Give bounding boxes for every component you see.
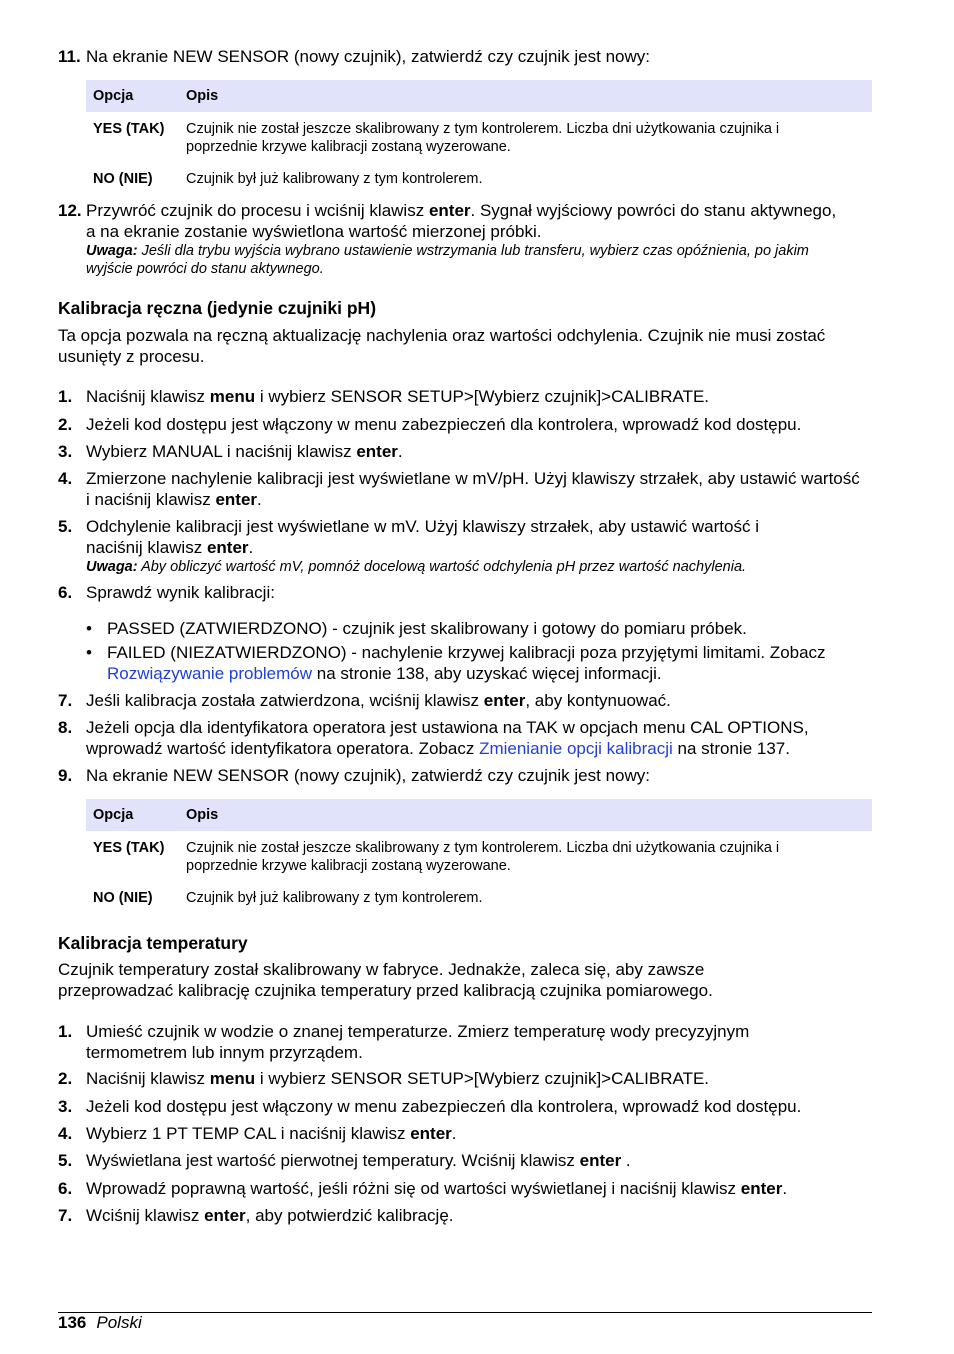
- section-heading: Kalibracja temperatury: [58, 933, 248, 953]
- calibration-options-link[interactable]: Zmienianie opcji kalibracji: [479, 738, 673, 758]
- step-number: 3.: [58, 1097, 73, 1116]
- step-number: 8.: [58, 718, 73, 737]
- step-text: Jeśli kalibracja została zatwierdzona, wciśnij klawisz enter, aby kontynuować.: [86, 691, 671, 710]
- option-key: YES (TAK): [93, 840, 165, 856]
- column-header-description: Opis: [179, 80, 872, 112]
- step-number: 9.: [58, 766, 73, 785]
- step-text: Wprowadź poprawną wartość, jeśli różni się od wartości wyświetlanej i naciśnij klawisz enter.: [86, 1179, 788, 1198]
- step-number: 5.: [58, 517, 73, 536]
- step-number: 5.: [58, 1151, 73, 1170]
- step-text: Na ekranie NEW SENSOR (nowy czujnik), zatwierdź czy czujnik jest nowy:: [86, 47, 650, 66]
- table-header-row: [86, 799, 872, 831]
- options-table: [86, 799, 872, 913]
- section-heading: Kalibracja ręczna (jedynie czujniki pH): [58, 298, 377, 318]
- table-row: [86, 881, 872, 913]
- step-number: 12.: [58, 201, 82, 220]
- step-number: 4.: [58, 469, 73, 488]
- option-key: NO (NIE): [93, 890, 153, 906]
- step-number: 1.: [58, 387, 73, 406]
- step-number: 1.: [58, 1022, 73, 1041]
- step-text: Sprawdź wynik kalibracji:: [86, 583, 275, 602]
- step-text: Zmierzone nachylenie kalibracji jest wyświetlane w mV/pH. Użyj klawiszy strzałek, aby ustawić wartość i naciśnij klawisz enter.: [86, 469, 860, 509]
- footer-divider: [58, 1312, 872, 1313]
- step-text: Wciśnij klawisz enter, aby potwierdzić kalibrację.: [86, 1206, 454, 1225]
- table-row: [86, 162, 872, 194]
- table-header-row: [86, 80, 872, 112]
- footer-language: Polski: [96, 1313, 142, 1332]
- column-header-option: Opcja: [86, 799, 179, 831]
- section-intro: Ta opcja pozwala na ręczną aktualizację nachylenia oraz wartości odchylenia. Czujnik nie musi zostać usunięty z procesu.: [58, 326, 826, 366]
- step-text: Na ekranie NEW SENSOR (nowy czujnik), zatwierdź czy czujnik jest nowy:: [86, 766, 650, 785]
- option-description: Czujnik był już kalibrowany z tym kontrolerem.: [186, 890, 483, 906]
- step-text: Umieść czujnik w wodzie o znanej temperaturze. Zmierz temperaturę wody precyzyjnym termometrem lub innym przyrządem.: [86, 1022, 750, 1062]
- step-number: 2.: [58, 415, 73, 434]
- options-table: [86, 80, 872, 194]
- option-description: Czujnik nie został jeszcze skalibrowany z tym kontrolerem. Liczba dni użytkowania czujnika i poprzednie krzywe kalibracji zostaną wyzerowane.: [186, 840, 780, 874]
- step-text: Jeżeli opcja dla identyfikatora operatora jest ustawiona na TAK w opcjach menu CAL OPTIONS, wprowadź wartość identyfikatora operatora. Zobacz Zmienianie opcji kalibracji na stronie 137.: [86, 718, 809, 758]
- option-description: Czujnik był już kalibrowany z tym kontrolerem.: [186, 171, 483, 187]
- step-text: Wyświetlana jest wartość pierwotnej temperatury. Wciśnij klawisz enter .: [86, 1151, 631, 1170]
- step-number: 6.: [58, 1179, 73, 1198]
- option-key: YES (TAK): [93, 121, 165, 137]
- table-row: [86, 112, 872, 162]
- note: Uwaga: Aby obliczyć wartość mV, pomnóż docelową wartość odchylenia pH przez wartość nachylenia.: [86, 559, 747, 575]
- page-footer: [58, 1313, 142, 1333]
- step-number: 6.: [58, 583, 73, 602]
- column-header-description: Opis: [179, 799, 872, 831]
- step-text: Naciśnij klawisz menu i wybierz SENSOR SETUP>[Wybierz czujnik]>CALIBRATE.: [86, 1069, 710, 1088]
- option-description: Czujnik nie został jeszcze skalibrowany z tym kontrolerem. Liczba dni użytkowania czujnika i poprzednie krzywe kalibracji zostaną wyzerowane.: [186, 121, 780, 155]
- step-number: 7.: [58, 1206, 73, 1225]
- step-text: Jeżeli kod dostępu jest włączony w menu zabezpieczeń dla kontrolera, wprowadź kod dostępu.: [86, 1097, 802, 1116]
- step-text: Naciśnij klawisz menu i wybierz SENSOR SETUP>[Wybierz czujnik]>CALIBRATE.: [86, 387, 710, 406]
- note: Uwaga: Jeśli dla trybu wyjścia wybrano ustawienie wstrzymania lub transferu, wybierz czas opóźnienia, po jakim wyjście powróci do stanu aktywnego.: [86, 243, 809, 277]
- step-number: 4.: [58, 1124, 73, 1143]
- step-text: Przywróć czujnik do procesu i wciśnij klawisz enter. Sygnał wyjściowy powróci do stanu aktywnego, a na ekranie zostanie wyświetlona wartość mierzonej próbki. Uwaga: Jeśli dla trybu wyjścia wybrano ustawienie wstrzymania lub transferu, wybierz czas opóźnienia, po jakim wyjście powróci do stanu aktywnego.: [86, 201, 846, 278]
- step-text: Wybierz 1 PT TEMP CAL i naciśnij klawisz enter.: [86, 1124, 457, 1143]
- column-header-option: Opcja: [86, 80, 179, 112]
- table-row: [86, 831, 872, 881]
- key-enter: enter: [428, 201, 471, 220]
- step-text: Jeżeli kod dostępu jest włączony w menu zabezpieczeń dla kontrolera, wprowadź kod dostępu.: [86, 415, 802, 434]
- troubleshooting-link[interactable]: Rozwiązywanie problemów: [107, 663, 313, 683]
- step-number: 11.: [58, 47, 81, 66]
- step-text: Wybierz MANUAL i naciśnij klawisz enter.: [86, 442, 403, 461]
- section-intro: Czujnik temperatury został skalibrowany w fabryce. Jednakże, zaleca się, aby zawsze przeprowadzać kalibrację czujnika temperatury przed kalibracją czujnika pomiarowego.: [58, 960, 713, 1000]
- step-number: 3.: [58, 442, 73, 461]
- page-number: 136: [58, 1313, 87, 1332]
- step-number: 7.: [58, 691, 73, 710]
- option-key: NO (NIE): [93, 171, 153, 187]
- step-number: 2.: [58, 1069, 73, 1088]
- step-text: Odchylenie kalibracji jest wyświetlane w mV. Użyj klawiszy strzałek, aby ustawić wartość i naciśnij klawisz enter. Uwaga: Aby obliczyć wartość mV, pomnóż docelową wartość odchylenia pH przez wartość nachylenia.: [86, 517, 872, 576]
